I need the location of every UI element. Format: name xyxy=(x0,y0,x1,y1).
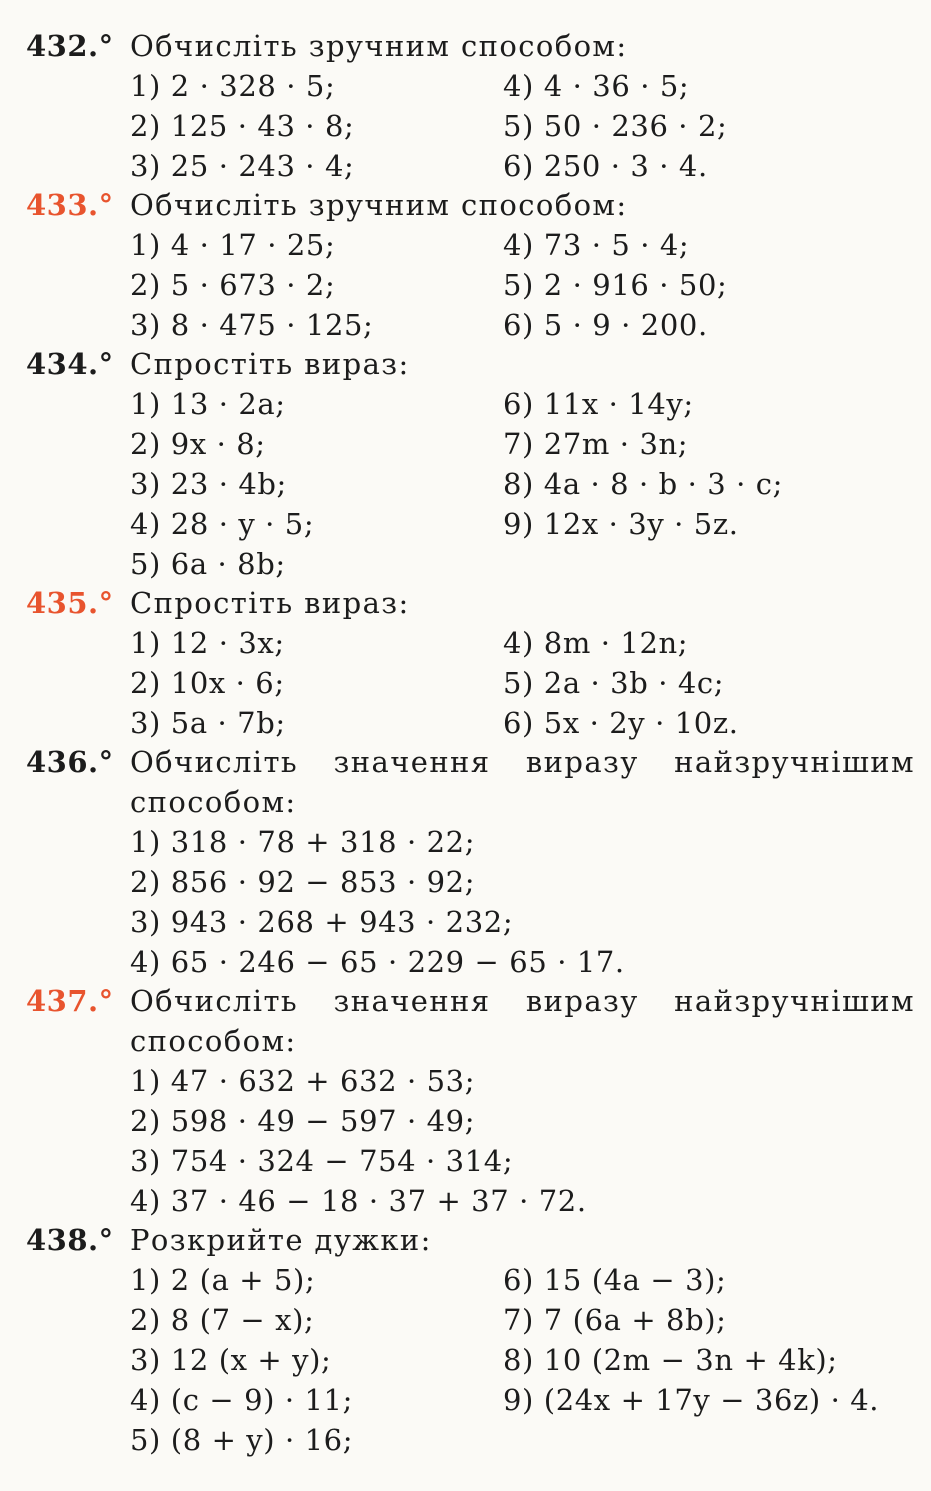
exercise-item: 2) 856 · 92 − 853 · 92; xyxy=(130,865,476,899)
exercise-item: 5) 2 · 916 · 50; xyxy=(503,268,728,302)
exercise-item: 5) (8 + y) · 16; xyxy=(130,1423,354,1457)
exercise-item: 3) 8 · 475 · 125; xyxy=(130,308,374,342)
problem-instruction: Розкрийте дужки: xyxy=(130,1223,432,1257)
problem-number: 434.° xyxy=(26,347,114,381)
exercise-item: 6) 5 · 9 · 200. xyxy=(503,308,708,342)
exercise-item: 6) 5x · 2y · 10z. xyxy=(503,706,739,740)
exercise-item: 5) 50 · 236 · 2; xyxy=(503,109,728,143)
exercise-item: 2) 598 · 49 − 597 · 49; xyxy=(130,1104,476,1138)
problem-number: 437.° xyxy=(26,984,114,1018)
exercise-item: 3) 943 · 268 + 943 · 232; xyxy=(130,905,514,939)
exercise-item: 5) 2a · 3b · 4c; xyxy=(503,666,725,700)
exercise-item: 1) 2 (a + 5); xyxy=(130,1263,316,1297)
exercise-item: 7) 7 (6a + 8b); xyxy=(503,1303,727,1337)
exercise-item: 4) 37 · 46 − 18 · 37 + 37 · 72. xyxy=(130,1184,587,1218)
problem-instruction: Обчисліть зручним способом: xyxy=(130,188,628,222)
exercise-item: 3) 5a · 7b; xyxy=(130,706,286,740)
problem-instruction: Спростіть вираз: xyxy=(130,586,410,620)
exercise-item: 1) 318 · 78 + 318 · 22; xyxy=(130,825,476,859)
exercise-item: 2) 5 · 673 · 2; xyxy=(130,268,336,302)
problem-number: 433.° xyxy=(26,188,114,222)
problem-instruction: Спростіть вираз: xyxy=(130,347,410,381)
exercise-item: 3) 754 · 324 − 754 · 314; xyxy=(130,1144,514,1178)
exercise-item: 4) 8m · 12n; xyxy=(503,626,689,660)
exercise-item: 6) 15 (4a − 3); xyxy=(503,1263,727,1297)
exercise-item: 3) 25 · 243 · 4; xyxy=(130,149,355,183)
exercise-item: 2) 10x · 6; xyxy=(130,666,285,700)
exercise-item: 2) 125 · 43 · 8; xyxy=(130,109,355,143)
exercise-item: 9) 12x · 3y · 5z. xyxy=(503,507,739,541)
problem-number: 432.° xyxy=(26,29,114,63)
exercise-item: 1) 12 · 3x; xyxy=(130,626,285,660)
exercise-item: 2) 8 (7 − x); xyxy=(130,1303,315,1337)
exercise-item: 4) 65 · 246 − 65 · 229 − 65 · 17. xyxy=(130,945,625,979)
exercise-item: 4) 28 · y · 5; xyxy=(130,507,315,541)
exercise-item: 7) 27m · 3n; xyxy=(503,427,689,461)
exercise-item: 8) 4a · 8 · b · 3 · c; xyxy=(503,467,784,501)
problem-number: 438.° xyxy=(26,1223,114,1257)
problem-instruction: Обчисліть значення виразу найзручнішим способом: xyxy=(130,984,915,1058)
exercise-item: 2) 9x · 8; xyxy=(130,427,266,461)
exercise-item: 1) 13 · 2a; xyxy=(130,387,286,421)
exercise-item: 4) 73 · 5 · 4; xyxy=(503,228,690,262)
problem-number: 436.° xyxy=(26,745,114,779)
exercise-item: 8) 10 (2m − 3n + 4k); xyxy=(503,1343,838,1377)
problem-instruction: Обчисліть значення виразу найзручнішим способом: xyxy=(130,745,915,819)
exercise-item: 1) 47 · 632 + 632 · 53; xyxy=(130,1064,476,1098)
exercise-item: 4) (c − 9) · 11; xyxy=(130,1383,353,1417)
exercise-item: 4) 4 · 36 · 5; xyxy=(503,69,690,103)
exercise-item: 6) 11x · 14y; xyxy=(503,387,694,421)
exercise-item: 3) 23 · 4b; xyxy=(130,467,287,501)
problem-number: 435.° xyxy=(26,586,114,620)
exercise-item: 1) 4 · 17 · 25; xyxy=(130,228,336,262)
problem-instruction: Обчисліть зручним способом: xyxy=(130,29,628,63)
exercise-item: 6) 250 · 3 · 4. xyxy=(503,149,708,183)
exercise-item: 5) 6a · 8b; xyxy=(130,547,286,581)
exercise-item: 3) 12 (x + y); xyxy=(130,1343,332,1377)
exercise-item: 1) 2 · 328 · 5; xyxy=(130,69,336,103)
exercise-item: 9) (24x + 17y − 36z) · 4. xyxy=(503,1383,880,1417)
